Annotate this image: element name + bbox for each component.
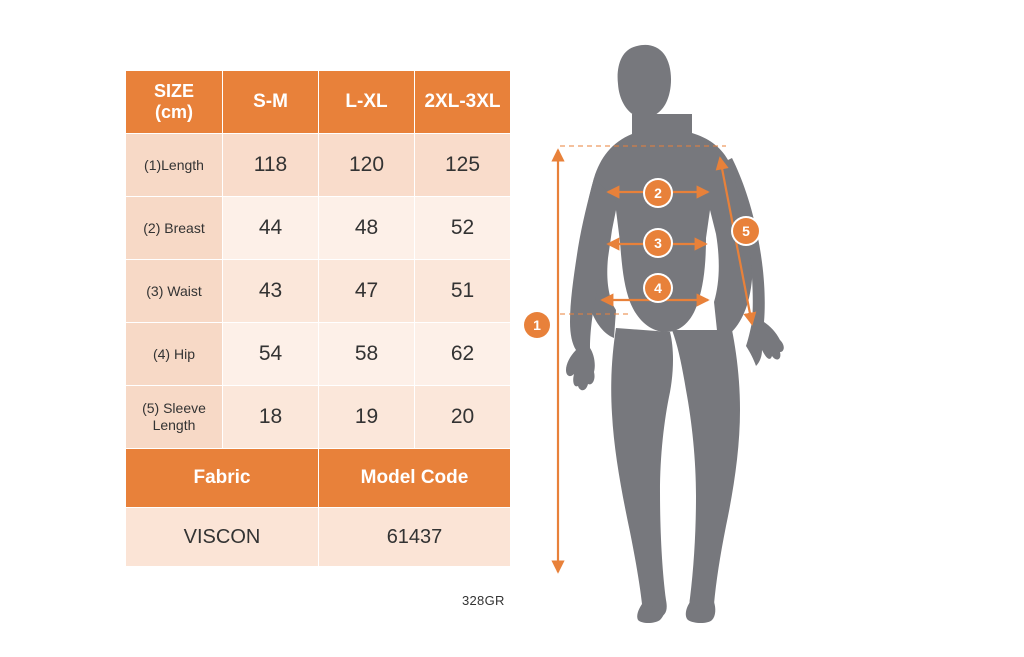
header-2xl-3xl: 2XL-3XL [415,71,511,134]
size-table [125,70,511,567]
cell-sleeve-s-m: 18 [223,386,319,449]
cell-length-2xl-3xl: 125 [415,134,511,197]
row-label-sleeve-length [126,386,223,449]
cell-breast-l-xl: 48 [319,197,415,260]
row-label-hip: (4) Hip [126,323,223,386]
header-s-m: S-M [223,71,319,134]
header-size-line1: SIZE [153,81,194,102]
table-row [126,197,511,260]
table-header-row [126,71,511,134]
header-size [126,71,223,134]
badge-length: 1 [524,312,550,338]
table-row [126,134,511,197]
cell-breast-s-m: 44 [223,197,319,260]
cell-sleeve-2xl-3xl: 20 [415,386,511,449]
header-size-line2: (cm) [154,102,193,122]
footer-value-model-code: 61437 [319,508,511,567]
row-label-sleeve-line2: Length [152,417,196,433]
badge-hip: 4 [645,275,671,301]
header-l-xl: L-XL [319,71,415,134]
cell-breast-2xl-3xl: 52 [415,197,511,260]
body-silhouette-shape [566,45,784,623]
footer-value-fabric: VISCON [126,508,319,567]
cell-waist-l-xl: 47 [319,260,415,323]
badge-breast: 2 [645,180,671,206]
table-row [126,386,511,449]
row-label-length: (1)Length [126,134,223,197]
badge-sleeve-length: 5 [733,218,759,244]
cell-length-l-xl: 120 [319,134,415,197]
table-footer-header-row [126,449,511,508]
footer-label-fabric: Fabric [126,449,319,508]
row-label-breast: (2) Breast [126,197,223,260]
badge-waist: 3 [645,230,671,256]
table-row [126,323,511,386]
table-row [126,260,511,323]
table-footer-value-row [126,508,511,567]
measurement-figure [520,10,1020,650]
footer-label-model-code: Model Code [319,449,511,508]
cell-sleeve-l-xl: 19 [319,386,415,449]
row-label-waist: (3) Waist [126,260,223,323]
note-328gr: 328GR [462,593,505,608]
row-label-sleeve-line1: (5) Sleeve [142,400,206,417]
cell-waist-2xl-3xl: 51 [415,260,511,323]
cell-hip-2xl-3xl: 62 [415,323,511,386]
cell-hip-l-xl: 58 [319,323,415,386]
body-silhouette-svg [520,10,1020,650]
cell-length-s-m: 118 [223,134,319,197]
cell-waist-s-m: 43 [223,260,319,323]
cell-hip-s-m: 54 [223,323,319,386]
